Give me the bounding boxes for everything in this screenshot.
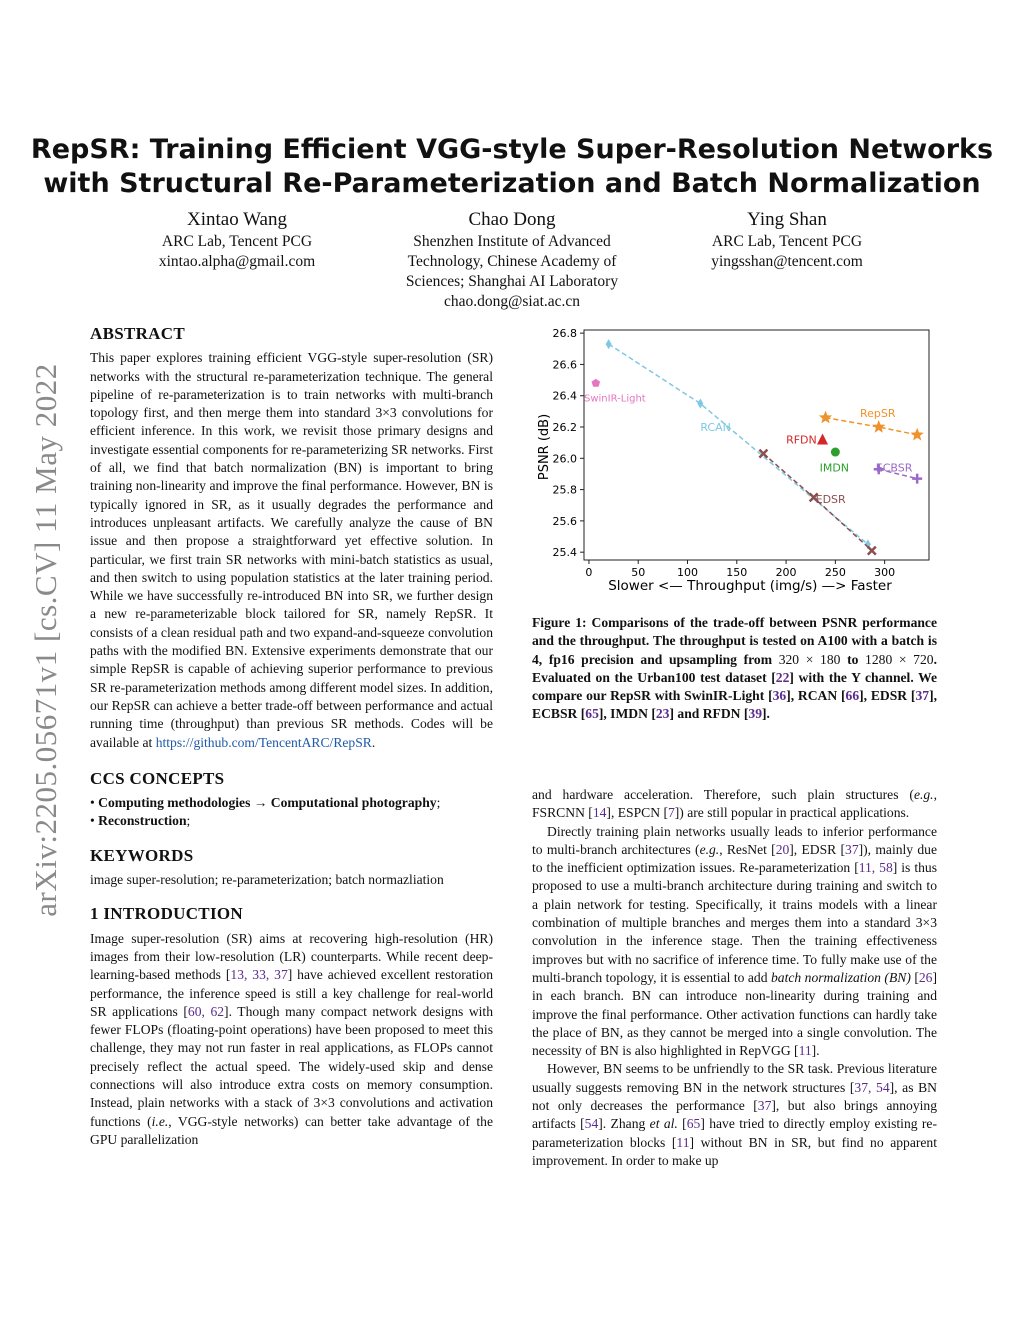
citation[interactable]: 37, 54: [854, 1079, 890, 1095]
edsr-point: [868, 547, 876, 555]
intro-paragraph: Image super-resolution (SR) aims at recovering high-resolution (HR) images from their low-resolution (LR) counterparts. While recent deep-learning-based methods [13, 33, 37] have achieved excellent restoration performance, the inference speed is still a key challenge for real-world SR applications [60, 62]. Though many compact network designs with fewer FLOPs (floating-point operations) have been proposed to meet this challenge, they may not run faster in real applications, as FLOPs cannot precisely reflect the actual speed. The widely-used skip and dense connections will also introduce extra costs on memory consumption. Instead, plain networks with a stack of 3×3 convolutions and activation functions (i.e., VGG-style networks) can better take advantage of the GPU parallelization: [90, 930, 493, 1147]
citation[interactable]: 13, 33, 37: [230, 967, 288, 983]
citation[interactable]: 23: [655, 706, 670, 722]
citation[interactable]: 11: [676, 1134, 690, 1150]
y-tick-label: 26.2: [552, 421, 577, 435]
citation[interactable]: 7: [667, 805, 675, 821]
author-affiliation: Technology, Chinese Academy of: [407, 253, 617, 270]
ccs-line-1: • Computing methodologies → Computational photography;: [90, 795, 441, 811]
repsr-series-line: [826, 418, 918, 435]
body-paragraph: However, BN seems to be unfriendly to the SR task. Previous literature usually suggests removing BN in the network structures [37, 54], as BN not only decreases the performance [37], but also brings annoying artifacts [54]. Zhang et al. [65] have tried to directly employ existing re-parameterization blocks [11] without BN in SR, but find no apparent improvement. In order to make up: [532, 1061, 938, 1168]
y-axis-label: PSNR (dB): [537, 413, 552, 481]
edsr-label: EDSR: [815, 492, 846, 506]
y-tick-label: 26.6: [552, 358, 577, 372]
plot-frame: [584, 330, 929, 560]
author-name: Xintao Wang: [187, 209, 287, 230]
author-email: chao.dong@siat.ac.cn: [443, 293, 581, 310]
citation[interactable]: 26: [918, 969, 933, 985]
citation[interactable]: 36: [772, 688, 787, 704]
figure-1-caption: Figure 1: Comparisons of the trade-off between PSNR performance and the throughput. The throughput is tested on A100 with a batch is 4, fp16 precision and upsampling from 320 × 180 to 1280 × 720. Evaluated on the Urban100 test dataset [22] with the Y channel. We compare our RepSR with SwinIR-Light [36], RCAN [66], EDSR [37], ECBSR [65], IMDN [23] and RFDN [39].: [532, 615, 937, 722]
title-line-2: with Structural Re-Parameterization and Batch Normalization: [43, 168, 981, 199]
rcan-series-line: [609, 344, 868, 544]
repsr-label: RepSR: [860, 406, 896, 420]
citation[interactable]: 37: [915, 688, 930, 704]
figure-1-chart: [532, 322, 937, 597]
rcan-point: [606, 339, 612, 349]
repsr-point: [819, 411, 832, 424]
y-tick-label: 25.6: [552, 514, 577, 528]
author-block-1: [112, 208, 362, 272]
abstract-heading: ABSTRACT: [90, 324, 185, 343]
author-name: Ying Shan: [747, 209, 827, 230]
paper-title: [0, 133, 1024, 201]
author-affiliation: Sciences; Shanghai AI Laboratory: [405, 273, 619, 290]
x-tick-label: 250: [824, 566, 846, 579]
x-tick-label: 150: [726, 566, 748, 579]
x-tick-label: 100: [677, 566, 698, 579]
arxiv-sidebar: [22, 340, 70, 940]
citation[interactable]: 65: [686, 1116, 701, 1132]
ecbsr-label: ECBSR: [875, 461, 913, 475]
body-paragraph: Directly training plain networks usually leads to inferior performance to multi-branch architectures (e.g., ResNet [20], EDSR [37]), mainly due to the inefficient optimization issues. Re-parameterization [11, 58] is thus proposed to use a multi-branch architecture during training and switch to a plain network for testing. Specifically, it trains models with a linear combination of multiple branches and merges them into a standard 3×3 convolution in the inference stage. Then the training effectiveness improves but with no sacrifice of inference time. To fully make use of the multi-branch topology, it is essential to add batch normalization (BN) [26] in each branch. BN can introduce non-linearity during training and improve the final performance. Other activation functions can hardly take the place of BN, as they cannot be merged into a single convolution. The necessity of BN is also highlighted in RepVGG [11].: [532, 823, 937, 1059]
swinir-light-label: SwinIR-Light: [584, 393, 646, 405]
ccs-line-2: • Reconstruction;: [90, 813, 191, 829]
author-email: yingsshan@tencent.com: [711, 253, 863, 270]
y-tick-label: 26.8: [552, 327, 577, 341]
author-block-3: [662, 208, 912, 272]
arxiv-id: arXiv:2205.05671v1 [cs.CV] 11 May 2022: [28, 363, 63, 917]
intro-heading: 1 INTRODUCTION: [90, 904, 243, 924]
x-tick-label: 200: [775, 566, 797, 579]
author-name: Chao Dong: [468, 209, 556, 230]
code-link[interactable]: https://github.com/TencentARC/RepSR: [155, 734, 372, 750]
keywords-heading: KEYWORDS: [90, 845, 194, 865]
ccs-heading: CCS CONCEPTS: [90, 768, 225, 788]
y-tick-label: 25.8: [552, 483, 577, 497]
citation[interactable]: 11: [798, 1043, 812, 1059]
x-axis-label: Slower <— Throughput (img/s) —> Faster: [608, 578, 892, 594]
x-tick-label: 300: [874, 566, 896, 579]
citation[interactable]: 60, 62: [187, 1003, 225, 1019]
citation[interactable]: 54: [584, 1116, 599, 1132]
citation[interactable]: 66: [845, 688, 860, 704]
author-affiliation: ARC Lab, Tencent PCG: [711, 233, 863, 250]
rcan-point: [697, 399, 703, 409]
abstract-text: This paper explores training efficient VGG-style super-resolution (SR) networks with the structural re-parameterization technique. The general pipeline of re-parameterization is to train networks with multi-branch topology first, and then merge them into standard 3×3 convolutions for efficient inference. In this work, we revisit those primary designs and investigate essential components for re-parameterizing SR networks. First of all, we find that batch normalization (BN) is important to bring training non-linearity and improve the final performance. However, BN is typically ignored in SR, as it usually degrades the performance and introduces unpleasant artifacts. We carefully analyze the cause of BN issue and then propose a straightforward yet effective solution. In particular, we first train SR networks with mini-batch statistics as usual, and then switch to using population statistics at the later training period. While we have successfully re-introduced BN into SR, we further design a new re-parameterizable block tailored for SR, namely RepSR. It consists of a clean residual path and two expand-and-squeeze convolution paths with the modified BN. Extensive experiments demonstrate that our simple RepSR is capable of achieving superior performance to previous SR re-parameterization methods among different model sizes. In addition, our RepSR can achieve a better trade-off between performance and actual running time (throughput) than previous SR methods. Codes will be available at https://github.com/TencentARC/RepSR.: [90, 350, 493, 750]
title-line-1: RepSR: Training Efficient VGG-style Super-Resolution Networks: [30, 134, 994, 165]
citation[interactable]: 14: [592, 805, 607, 821]
y-tick-label: 26.0: [552, 452, 577, 466]
x-tick-label: 50: [631, 566, 646, 579]
y-tick-label: 26.4: [552, 389, 577, 403]
imdn-point: [831, 448, 840, 457]
repsr-point: [911, 428, 924, 441]
citation[interactable]: 37: [757, 1098, 772, 1114]
y-tick-label: 25.4: [552, 546, 577, 560]
body-paragraph: and hardware acceleration. Therefore, such plain structures (e.g., FSRCNN [14], ESPCN [7]) are still popular in practical applications.: [532, 787, 937, 821]
author-affiliation: Shenzhen Institute of Advanced: [413, 233, 611, 250]
citation[interactable]: 22: [775, 669, 790, 685]
author-block-2: [387, 208, 637, 312]
citation[interactable]: 39: [748, 706, 762, 722]
x-tick-label: 0: [585, 566, 593, 579]
ecbsr-point: [912, 474, 922, 484]
citation[interactable]: 20: [775, 841, 790, 857]
citation[interactable]: 37: [845, 841, 859, 857]
keywords-text: image super-resolution; re-parameterization; batch normazliation: [90, 872, 444, 888]
repsr-point: [872, 420, 885, 433]
author-email: xintao.alpha@gmail.com: [158, 253, 316, 270]
imdn-label: IMDN: [819, 461, 850, 475]
citation[interactable]: 11, 58: [858, 860, 893, 876]
author-affiliation: ARC Lab, Tencent PCG: [161, 233, 313, 250]
rcan-label: RCAN: [700, 421, 731, 435]
left-column: [90, 325, 493, 1149]
citation[interactable]: 65: [585, 706, 599, 722]
right-column: [532, 786, 937, 1170]
swinir-light-point: [592, 379, 601, 387]
psnr-throughput-plot: [532, 322, 937, 597]
rfdn-point: [817, 434, 828, 445]
rfdn-label: RFDN: [786, 433, 817, 447]
